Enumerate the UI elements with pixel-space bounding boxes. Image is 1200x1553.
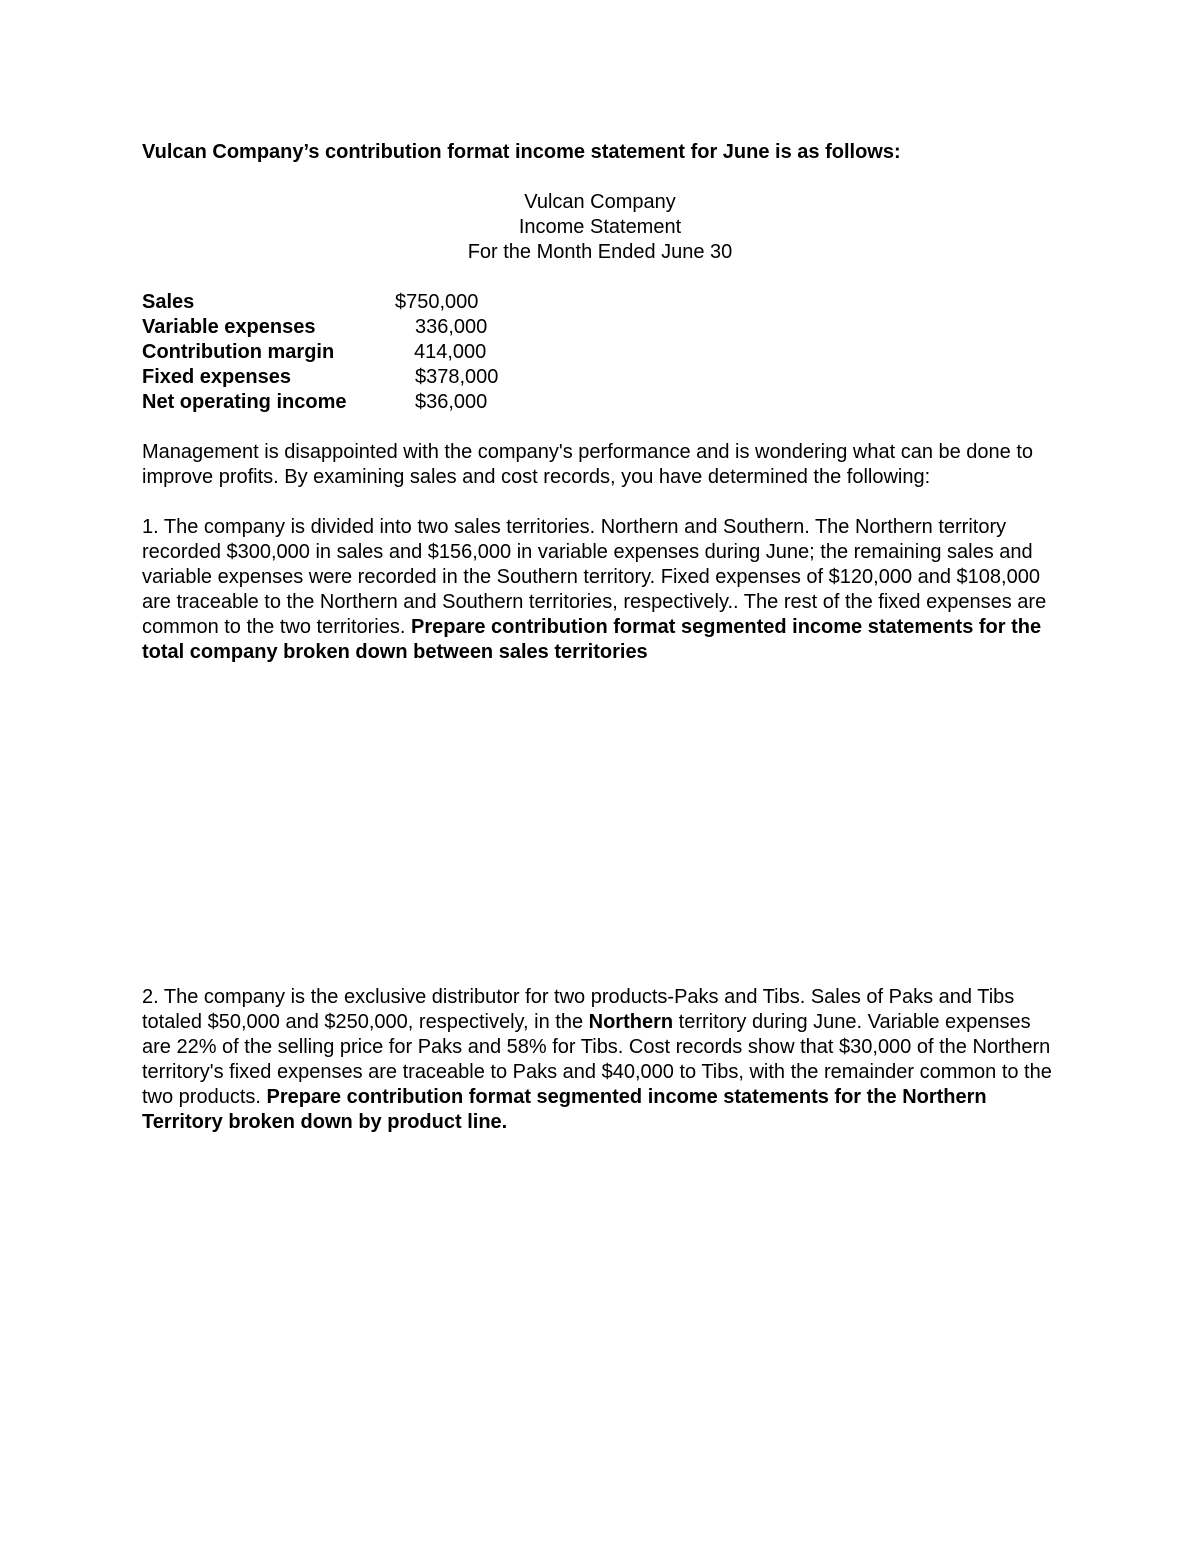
income-statement [142,290,1057,415]
statement-header [142,190,1058,265]
question-2-text-b: territory during June. Variable expenses are 22% of the selling price for Paks and 58% for Tibs. Cost records show that $30,000 of the Northern territory's fixed expenses are traceable to Paks and $40,000 to Tibs, with the remainder common to the two products. [142,1011,1052,1108]
question-1-instruction: Prepare contribution format segmented income statements for the total company broken down between sales territories [142,616,1042,663]
question-1 [142,515,1057,665]
statement-label: Fixed expenses [142,366,291,388]
management-paragraph: Management is disappointed with the company's performance and is wondering what can be done to improve profits. By examining sales and cost records, you have determined the following: [142,441,1034,488]
statement-period: For the Month Ended June 30 [467,241,733,263]
statement-label: Variable expenses [142,316,316,338]
statement-value: 414,000 [414,341,487,363]
intro-heading: Vulcan Company’s contribution format income statement for June is as follows: [142,141,901,163]
statement-row-fixed-expenses [142,365,1057,390]
statement-title: Income Statement [518,216,682,238]
statement-row-sales [142,290,1057,315]
statement-value: 336,000 [415,316,488,338]
statement-value: $36,000 [415,391,488,413]
statement-label: Sales [142,291,195,313]
statement-value: $750,000 [395,291,479,313]
question-2-instruction: Prepare contribution format segmented income statements for the Northern Territory broken down by product line. [142,1086,987,1133]
statement-label: Contribution margin [142,341,335,363]
statement-row-net-operating-income [142,390,1057,415]
statement-label: Net operating income [142,391,347,413]
question-1-text: 1. The company is divided into two sales territories. Northern and Southern. The Northern territory recorded $300,000 in sales and $156,000 in variable expenses during June; the remaining sales and variable expenses were recorded in the Southern territory. Fixed expenses of $120,000 and $108,000 are traceable to the Northern and Southern territories, respectively.. The rest of the fixed expenses are common to the two territories. [142,516,1047,638]
statement-row-contribution-margin [142,340,1057,365]
question-2-text-a: 2. The company is the exclusive distributor for two products-Paks and Tibs. Sales of Paks and Tibs totaled $50,000 and $250,000, respectively, in the [142,986,1015,1033]
question-2 [142,985,1057,1135]
document-page [142,140,1057,665]
statement-value: $378,000 [415,366,499,388]
statement-row-variable-expenses [142,315,1057,340]
company-name: Vulcan Company [524,191,676,213]
question-2-bold-word: Northern [588,1011,674,1033]
